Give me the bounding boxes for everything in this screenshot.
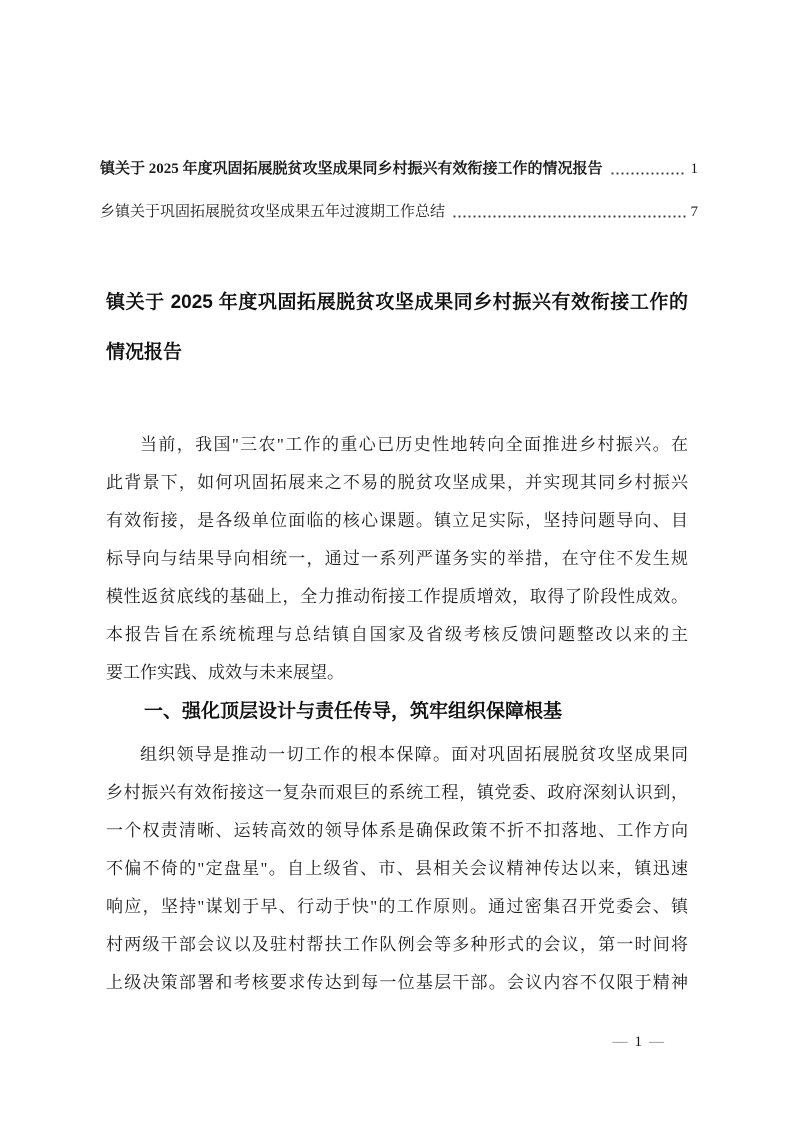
toc-entry-title: 乡镇关于巩固拓展脱贫攻坚成果五年过渡期工作总结 bbox=[100, 204, 446, 220]
document-title-line: 镇关于 2025 年度巩固拓展脱贫攻坚成果同乡村振兴有效衔接工作的 bbox=[106, 292, 688, 313]
toc-leader-dots bbox=[452, 201, 685, 223]
toc-entry-summary[interactable] bbox=[100, 201, 698, 223]
text-line: 响应，坚持"谋划于早、行动于快"的工作原则。通过密集召开党委会、镇 bbox=[106, 897, 688, 916]
toc-page-number: 7 bbox=[690, 204, 698, 220]
text-line: 乡村振兴有效衔接这一复杂而艰巨的系统工程，镇党委、政府深刻认识到， bbox=[106, 783, 688, 802]
text-line: 此背景下，如何巩固拓展来之不易的脱贫攻坚成果，并实现其同乡村振兴 bbox=[106, 473, 688, 492]
section-heading: 一、强化顶层设计与责任传导，筑牢组织保障根基 bbox=[144, 701, 563, 722]
toc-page-number: 1 bbox=[690, 161, 698, 177]
text-line: 标导向与结果导向相统一，通过一系列严谨务实的举措，在守住不发生规 bbox=[106, 549, 688, 568]
document-title bbox=[106, 286, 688, 386]
footer-page-number: 1 bbox=[634, 1034, 642, 1050]
document-title-line: 情况报告 bbox=[106, 342, 183, 363]
text-line: 有效衔接，是各级单位面临的核心课题。镇立足实际，坚持问题导向、目 bbox=[106, 511, 688, 530]
toc-entry-report[interactable] bbox=[100, 158, 698, 180]
footer-dash: — bbox=[649, 1034, 664, 1050]
text-line: 不偏不倚的"定盘星"。自上级省、市、县相关会议精神传达以来，镇迅速 bbox=[106, 859, 688, 878]
toc-entry-title: 镇关于 2025 年度巩固拓展脱贫攻坚成果同乡村振兴有效衔接工作的情况报告 bbox=[100, 161, 603, 177]
toc-leader-dots bbox=[610, 158, 686, 180]
text-line: 一个权责清晰、运转高效的领导体系是确保政策不折不扣落地、工作方向 bbox=[106, 821, 688, 840]
text-line: 要工作实践、成效与未来展望。 bbox=[106, 663, 344, 682]
text-line: 模性返贫底线的基础上，全力推动衔接工作提质增效，取得了阶段性成效。 bbox=[106, 587, 688, 606]
page-footer bbox=[606, 1032, 672, 1052]
intro-paragraph bbox=[106, 430, 688, 696]
text-line: 村两级干部会议以及驻村帮扶工作队例会等多种形式的会议，第一时间将 bbox=[106, 935, 688, 954]
text-line: 当前，我国"三农"工作的重心已历史性地转向全面推进乡村振兴。在 bbox=[140, 435, 688, 454]
text-line: 本报告旨在系统梳理与总结镇自国家及省级考核反馈问题整改以来的主 bbox=[106, 625, 688, 644]
text-line: 组织领导是推动一切工作的根本保障。面对巩固拓展脱贫攻坚成果同 bbox=[140, 745, 688, 764]
text-line: 上级决策部署和考核要求传达到每一位基层干部。会议内容不仅限于精神 bbox=[106, 973, 688, 992]
section-body-paragraph bbox=[106, 740, 688, 1006]
footer-dash: — bbox=[612, 1034, 628, 1050]
